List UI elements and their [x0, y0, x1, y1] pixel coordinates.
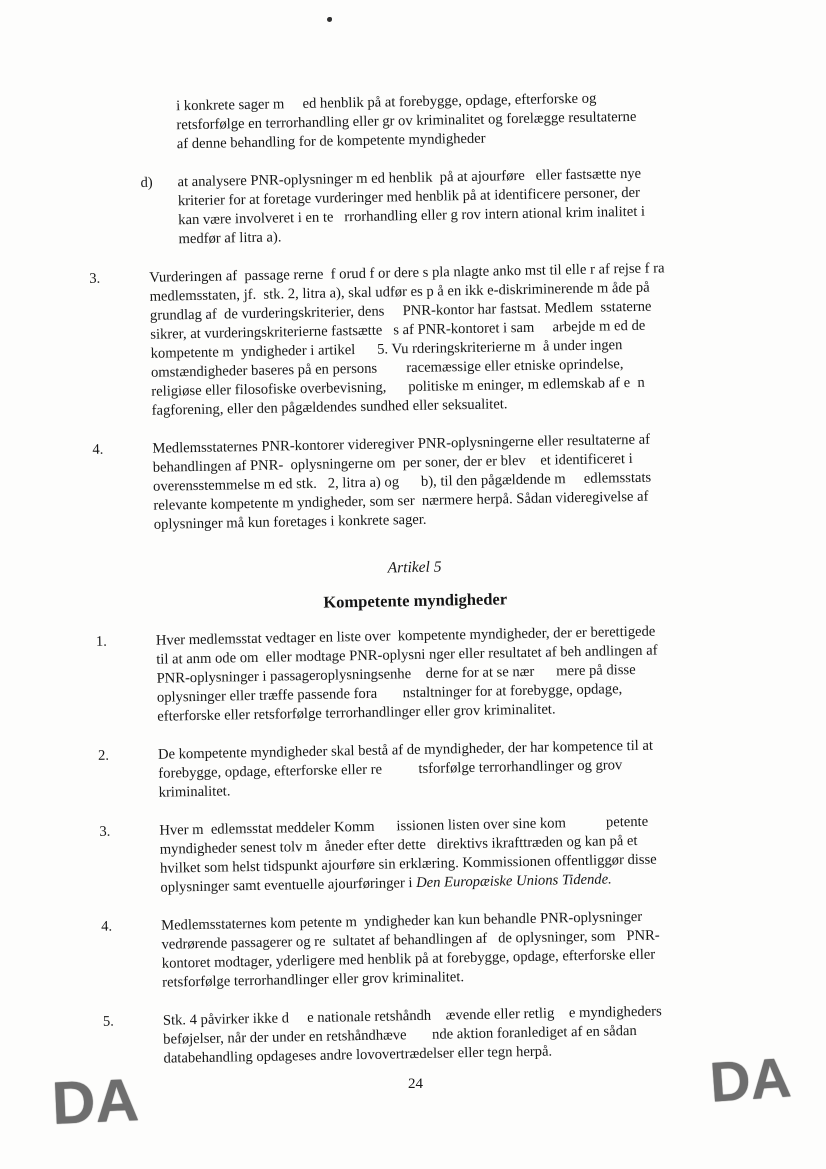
section-title: Kompetente myndigheder — [323, 589, 508, 612]
article5-item-4 — [101, 906, 742, 994]
item-text: Vurderingen af passage rerne f orud f or dere s pla nlagte anko mst til elle r af rejse f ra medlemsstaten, jf. stk. 2, litra a), skal udfør es p å en ikk e-diskriminerende m åde på grundlag af de vurderingskriterier, dens PNR-kontor har fastsat. Medlem sstaterne sikrer, at vurderingskriterierne fastsætte s af PNR-kontoret i sam arbejde m ed de kompetente m yndigheder i artikel 5. Vu rderingskriterierne m å under ingen omstændigheder baseres på en persons racemæssige eller etniske oprindelse, religiøse eller filosofiske overbevisning, politiske m eninger, m edlemskab af e n fagforening, eller den pågældendes sundhed eller seksualitet. — [149, 260, 665, 419]
item-text — [159, 813, 657, 898]
item-text: Stk. 4 påvirker ikke d e nationale retshåndh ævende eller retlig e myndigheders beføjelser, når der under en retshåndhæve nde aktion foranlediget af en sådan databehandling opdageses andre lovovertrædelser eller tegn herpå. — [162, 1003, 662, 1067]
last-line-prefix: oplysninger samt eventuelle ajourføringer i — [160, 875, 417, 896]
item-text: Medlemsstaternes PNR-kontorer videregiver PNR-oplysningerne eller resultaterne af behandlingen af PNR- oplysningerne om per soner, der er blev et identificeret i overensstemmelse m ed stk. 2, litra a) og b), til den pågældende m edlemsstats relevante kompetente m yndigheder, som ser nærmere herpå. Sådan videregivelse af oplysninger må kun foretages i konkrete sager. — [152, 431, 652, 533]
document-content — [86, 87, 744, 1089]
item-label: 4. — [92, 441, 104, 458]
item-text: at analysere PNR-oplysninger m ed henblik på at ajourføre eller fastsætte nye kriterier for at foretage vurderinger med henblik på at identificere personer, der kan være involveret i en te rrorhandling eller g rov intern ational krim inalitet i medfør af litra a). — [177, 165, 646, 248]
paragraph-continuation — [86, 87, 727, 156]
item-text-lines: Hver m edlemsstat meddeler Komm issionen listen over sine kom petente myndigheder senest tolv m åneder efter dette direktivs ikrafttræden og kan på et hvilket som helst tidspunkt ajourføre sin erklæring. Kommissionen offentliggør disse — [159, 813, 657, 877]
paragraph-text: i konkrete sager m ed henblik på at forebygge, opdage, efterforske og retsforfølge en terrorhandling eller gr ov kriminalitet og forelægge resultaterne af denne behandling for de kompetente myndigheder — [175, 90, 637, 153]
item-label: d) — [140, 174, 153, 191]
item-label: 3. — [99, 823, 111, 840]
language-code-stamp-left: DA — [50, 1066, 141, 1137]
item-label: 2. — [97, 747, 110, 764]
paragraph-4 — [92, 429, 734, 536]
language-code-stamp-right: DA — [707, 1045, 793, 1114]
list-item-d — [87, 163, 728, 251]
page-number: 24 — [408, 1076, 423, 1092]
item-text: Medlemsstaternes kom petente m yndigheder kan kun behandle PNR-oplysninger vedrørende passagerer og re sultatet af behandlingen af de oplysninger, som PNR- kontoret modtager, yderligere med henblik på at forebygge, opdage, efterforske eller retsforfølge terrorhandlinger eller grov kriminalitet. — [160, 908, 660, 991]
scan-artifact-dot — [327, 17, 332, 22]
article-heading: Artikel 5 — [387, 558, 442, 577]
article5-item-2 — [98, 735, 739, 804]
item-label: 4. — [101, 918, 113, 935]
article5-item-1 — [96, 621, 738, 728]
item-label: 5. — [102, 1013, 114, 1030]
article5-item-3 — [99, 811, 740, 899]
article5-item-5 — [103, 1001, 744, 1070]
publication-name-italic: Den Europæiske Unions Tidende. — [415, 871, 612, 892]
item-text: Hver medlemsstat vedtager en liste over kompetente myndigheder, der er berettigede til at anm ode om eller modtage PNR-oplysni nger eller resultatet af beh andlingen af PNR-oplysninger i passageroplysningsenhe derne for at se nær mere på disse oplysninger eller træffe passende fora nstaltninger for at forebygge, opdage, efterforske eller retsforfølge terrorhandlinger eller grov kriminalitet. — [155, 623, 658, 725]
item-text: De kompetente myndigheder skal bestå af de myndigheder, der har kompetence til at forebygge, opdage, efterforske eller re tsforfølge terrorhandlinger og grov kriminalitet. — [157, 737, 654, 801]
paragraph-3 — [89, 258, 732, 422]
item-label: 1. — [95, 633, 108, 650]
item-label: 3. — [89, 270, 101, 287]
